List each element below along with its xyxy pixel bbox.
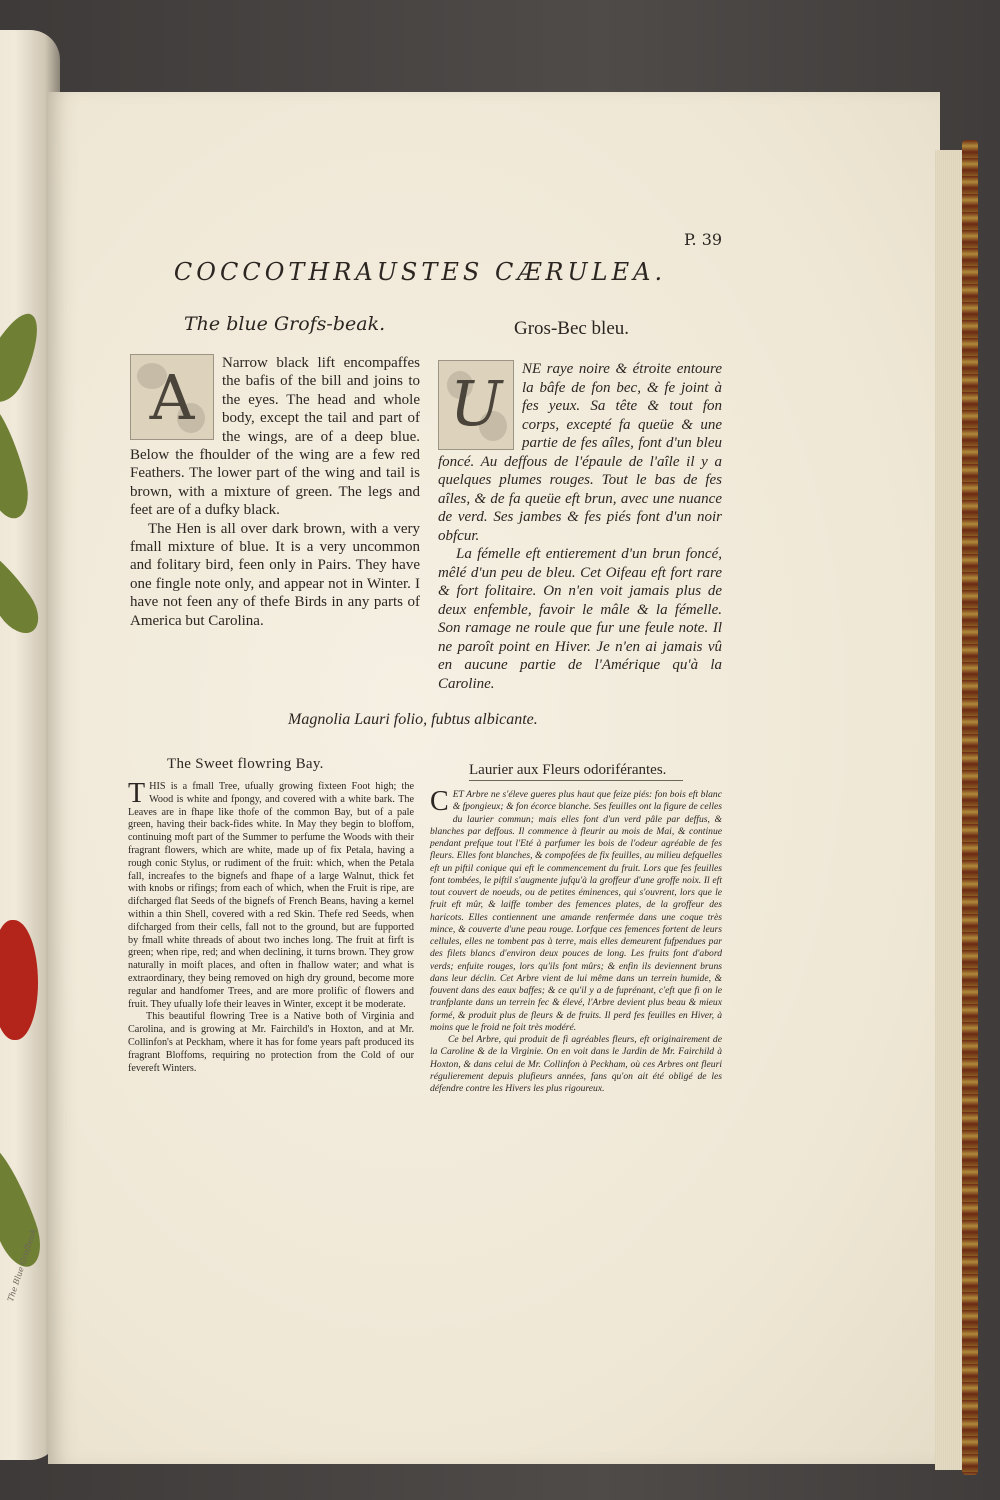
ornamental-initial: U — [438, 360, 514, 450]
drop-cap: T — [128, 778, 146, 809]
plant-text-english — [128, 778, 414, 1075]
paragraph: This beautiful flowring Tree is a Native both of Virginia and Carolina, and is growing at Mr. Fairchild's in Hoxton, and at Mr. Collinfon's at Peckham, where it has for fome years paft produced its fragrant Bloffoms, requiring no protection from the Cold of our fevereft Winters. — [128, 1011, 414, 1074]
paragraph: HIS is a fmall Tree, ufually growing fixteen Foot high; the Wood is white and fpongy, and covered with a white bark. The Leaves are in fhape like thofe of the common Bay, but of a pale green, having their back-fides white. In May they begin to bloffom, continuing moft part of the Summer to perfume the Woods with their fragrant flowers, which are white, made up of fix Petala, having a rough conic Stylus, or rudiment of the fruit: which, when the Petala fall, increafes to the bignefs and fhape of a large Walnut, thick fet with knobs or rifings; from each of which, when the Fruit is ripe, are difcharged flat Seeds of the bignefs of French Beans, having a kernel within a thin Shell, covered with a red Skin. Thefe red Seeds, when difcharged from their cells, fall not to the ground, but are fupported by fmall white threads of about two inches long. The fruit at firft is green; when ripe, red; and when declining, it turns brown. They grow naturally in moift places, and often in fhallow water; and what is extraordinary, they being removed on high dry ground, become more regular and handfomer Trees, and are more prolific of flowers and fruit. They ufually lofe their leaves in Winter, except it be moderate. — [128, 781, 414, 1010]
page-edges — [935, 150, 965, 1470]
plant-heading-french: Laurier aux Fleurs odoriférantes. — [469, 762, 667, 778]
plant-title: Magnolia Lauri folio, fubtus albicante. — [288, 711, 538, 728]
plate-caption: The Blue Grofbeak — [6, 1227, 39, 1303]
drop-cap: C — [430, 786, 449, 817]
paragraph: Ce bel Arbre, qui produit de fi agréables fleurs, eft originairement de la Caroline & de la Virginie. On en voit dans le Jardin de Mr. Fairchild à Hoxton, & dans celui de Mr. Collinfon à Peckham, où ces Arbres ont fleuri régulierement depuis plufieurs années, fans qu'on ait été obligé de les défendre contre les Hivers les plus rigoureux. — [430, 1034, 722, 1094]
bird-text-french — [438, 360, 722, 693]
subtitle-english: The blue Grofs-beak. — [184, 313, 386, 335]
paragraph: ET Arbre ne s'éleve gueres plus haut que feize piés: fon bois eft blanc & fpongieux; & fon écorce blanche. Ses feuilles ont la figure de celles du laurier commun; mais elles font d'un verd pâle par deffus, & blanches par deffous. Il commence à fleurir au mois de Mai, & continue pendant prefque tout l'Eté à parfumer les bois de l'odeur agréable de fes fleurs. Elles font blanches, & compofées de fix feuilles, au milieu defquelles eft un piftil conique qui eft le commencement du fruit. Lors que fes feuilles font tombées, le piftil s'augmente jufqu'à la groffeur d'une groffe noix. Il eft tout couvert de noeuds, ou de petites éminences, qui s'ouvrent, lors que le fruit eft mûr, & laiffe tomber des femences plates, de la groffeur des haricots. Elles contiennent une amande renfermée dans une coque très mince, & couverte d'une peau rouge. Lorfque ces femences fortent de leurs cellules, elles ne tombent pas à terre, mais elles demeurent fufpendues par des filets blancs d'environ deux pouces de long. Les fruits font d'abord verds; enfuite rouges, lors qu'ils font mûrs; & enfin ils deviennent bruns dans leur déclin. Cet Arbre vient de lui même dans un terrein humide, & fouvent dans des eaux baffes; & ce qu'il y a de fuprénant, c'eft que fi on le tranfplante dans un terrein fec & élevé, l'Arbre devient plus beau & mieux formé, & produit plus de fleurs & de fruits. Il perd fes feuilles en Hiver, à moins que le froid ne foit très modéré. — [430, 789, 722, 1033]
page-number: P. 39 — [684, 230, 723, 249]
page-title: COCCOTHRAUSTES CÆRULEA. — [173, 258, 667, 286]
plant-text-french — [430, 786, 722, 1095]
paragraph: NE raye noire & étroite entoure la bâfe de fon bec, & fe joint à fes yeux. Sa tête & tout fon corps, excepté fa queüe & une partie de fes aîles, font d'un bleu foncé. Au deffous de l'épaule de l'aîle il y a quelques plumes rouges. Tout le bas de fes aîles, & de fa queüe eft brun, avec une nuance de verd. Ses jambes & fes piés font d'un noir obfcur. — [438, 361, 722, 544]
bird-text-english — [130, 354, 420, 630]
ornamental-initial: A — [130, 354, 214, 440]
subtitle-french: Gros-Bec bleu. — [514, 318, 630, 339]
paragraph: La fémelle eft entierement d'un brun foncé, mêlé d'un peu de bleu. Cet Oifeau eft fort rare & fort folitaire. On n'en voit jamais plus de deux enfemble, favoir le mâle & la fémelle. Son ramage ne roule que fur une feule note. Il ne paroît point en Hiver. Je n'en ai jamais vû en aucune partie de l'Amérique qu'à la Caroline. — [438, 546, 722, 692]
paragraph: The Hen is all over dark brown, with a very fmall mixture of blue. It is a very uncommon and folitary bird, feen only in Pairs. They have one fingle note only, and appear not in Winter. I have not feen any of thefe Birds in any parts of America but Carolina. — [130, 520, 420, 629]
paragraph: Narrow black lift encompaffes the bafis of the bill and joins to the eyes. The head and whole body, except the tail and part of the wings, are of a deep blue. Below the fhoulder of the wing are a few red Feathers. The lower part of the wing and tail is brown, with a mixture of green. The legs and feet are of a dufky black. — [130, 355, 420, 519]
plant-heading-english: The Sweet flowring Bay. — [167, 756, 324, 772]
gilt-binding — [962, 140, 978, 1475]
heading-rule — [469, 780, 683, 781]
